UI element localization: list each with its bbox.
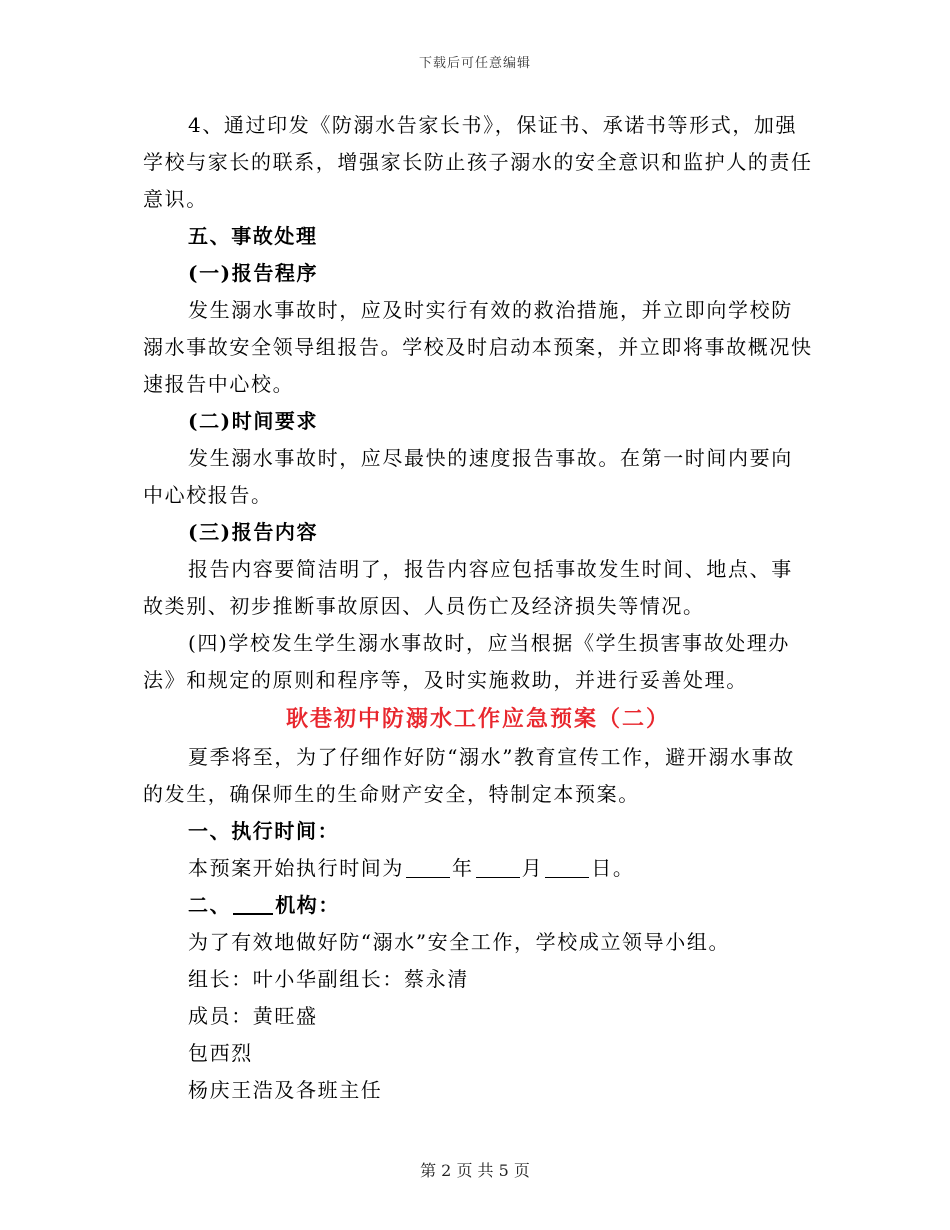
leader-line: 组长：叶小华副组长：蔡永清 (188, 967, 469, 991)
section-heading-accident-handling: 五、事故处理 (188, 224, 318, 248)
subheading-report-content: (三)报告内容 (188, 520, 319, 544)
heading-organization-suffix: 机构： (275, 893, 341, 917)
heading-organization-prefix: 二、 (188, 893, 232, 917)
execution-month-label: 月 (521, 856, 544, 880)
blank-year (406, 857, 450, 878)
document-body (143, 107, 813, 1109)
execution-time-line (143, 850, 813, 887)
heading-organization (143, 887, 813, 924)
execution-time-prefix: 本预案开始执行时间为 (188, 856, 404, 880)
blank-organization (233, 893, 273, 915)
paragraph-item-four: (四)学校发生学生溺水事故时，应当根据《学生损害事故处理办法》和规定的原则和程序等，及时实施救助，并进行妥善处理。 (143, 631, 791, 692)
member-line-3: 杨庆王浩及各班主任 (188, 1078, 383, 1102)
page-footer: 第 2 页 共 5 页 (420, 1161, 530, 1180)
blank-month (476, 857, 520, 878)
page-header: 下载后可任意编辑 (418, 56, 531, 71)
subheading-time-requirement: (二)时间要求 (188, 409, 319, 433)
blank-day (545, 857, 589, 878)
paragraph-time-requirement: 发生溺水事故时，应尽最快的速度报告事故。在第一时间内要向中心校报告。 (143, 446, 793, 507)
execution-day-label: 日。 (591, 856, 635, 880)
execution-year-label: 年 (452, 856, 474, 880)
subheading-report-procedure: (一)报告程序 (188, 261, 319, 285)
member-line-2: 包西烈 (188, 1041, 253, 1065)
heading-execution-time: 一、执行时间： (188, 819, 340, 843)
paragraph-intro: 夏季将至，为了仔细作好防“溺水”教育宣传工作，避开溺水事故的发生，确保师生的生命财产安全，特制定本预案。 (143, 745, 795, 806)
paragraph-item-4: 4、通过印发《防溺水告家长书》，保证书、承诺书等形式，加强学校与家长的联系，增强家长防止孩子溺水的安全意识和监护人的责任意识。 (143, 113, 813, 211)
paragraph-report-procedure: 发生溺水事故时，应及时实行有效的救治措施，并立即向学校防溺水事故安全领导组报告。学校及时启动本预案，并立即将事故概况快速报告中心校。 (143, 298, 813, 396)
document-title-part2: 耿巷初中防溺水工作应急预案（二） (285, 706, 670, 732)
paragraph-organization: 为了有效地做好防“溺水”安全工作，学校成立领导小组。 (188, 930, 731, 954)
paragraph-report-content: 报告内容要简洁明了，报告内容应包括事故发生时间、地点、事故类别、初步推断事故原因、人员伤亡及经济损失等情况。 (143, 557, 793, 618)
members-line: 成员：黄旺盛 (188, 1004, 318, 1028)
